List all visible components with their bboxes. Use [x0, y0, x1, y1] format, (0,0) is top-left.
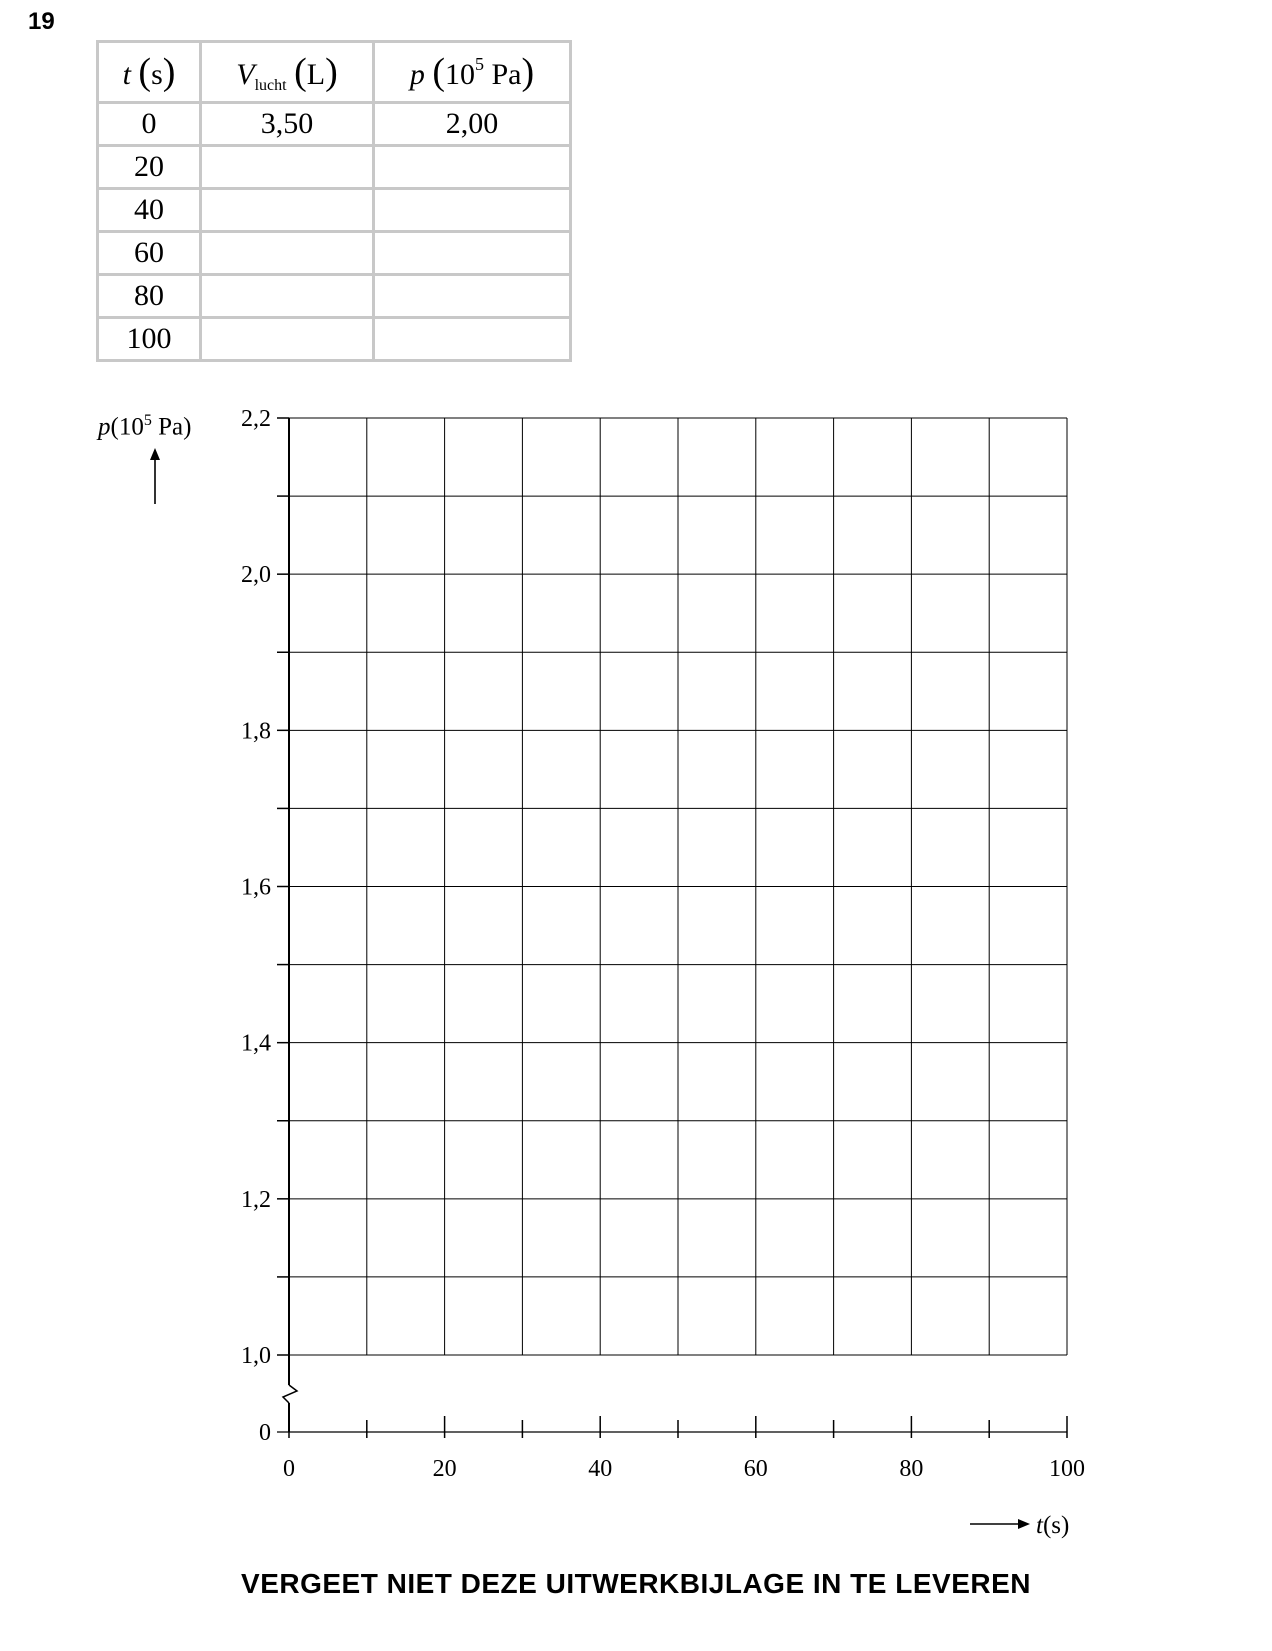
cell-time: 60: [98, 232, 201, 275]
header-pressure-base: 10: [445, 58, 475, 91]
y-tick-label: 1,4: [241, 1030, 271, 1057]
cell-time: 80: [98, 275, 201, 318]
header-time: t (s): [98, 42, 201, 103]
footer-notice: VERGEET NIET DEZE UITWERKBIJLAGE IN TE LEVEREN: [241, 1568, 1031, 1599]
x-tick-label: 0: [283, 1456, 295, 1482]
axis-break-icon: [283, 1385, 297, 1403]
cell-time: 40: [98, 189, 201, 232]
y-axis-arrowhead-icon: [150, 448, 160, 460]
x-tick-label: 40: [588, 1456, 613, 1482]
x-axis-var: t: [1036, 1512, 1043, 1539]
x-tick-label: 60: [743, 1456, 768, 1482]
axis-arrows: [150, 448, 1030, 1529]
y-axis-unit-exp: 5: [143, 412, 152, 429]
header-time-unit: s: [151, 58, 163, 91]
header-volume-var: V: [236, 57, 255, 91]
y-tick-label: 1,0: [241, 1343, 271, 1369]
y-tick-label: 1,2: [241, 1186, 271, 1213]
header-time-var: t: [122, 58, 131, 91]
header-pressure: p ($10^5$ Pa): [374, 42, 571, 103]
x-axis-arrowhead-icon: [1018, 1519, 1030, 1529]
x-tick-label: 20: [432, 1456, 457, 1482]
grid-lines: [289, 418, 1067, 1355]
x-axis-unit: (s): [1042, 1512, 1070, 1539]
header-pressure-exp: 5: [475, 54, 484, 74]
y-axis-unit-rest: Pa): [151, 413, 192, 441]
y-tick-label: 2,0: [241, 562, 271, 589]
y-tick-label: 1,6: [241, 874, 271, 901]
header-pressure-unit: Pa: [491, 58, 522, 91]
axes: [277, 418, 1067, 1438]
header-volume-unit: L: [306, 57, 326, 91]
header-volume-sub: lucht: [254, 76, 287, 94]
x-tick-label: 80: [899, 1456, 924, 1482]
cell-pressure[interactable]: 2,00: [374, 103, 571, 146]
question-number: 19: [28, 8, 55, 35]
y-axis-unit-base: (10: [110, 413, 144, 441]
y-tick-label: 1,8: [241, 718, 271, 745]
y-tick-label: 2,2: [241, 406, 271, 432]
cell-time: 20: [98, 146, 201, 189]
header-volume: $V_{lucht}$ (L): [201, 42, 374, 103]
y-tick-label: 0: [259, 1420, 271, 1446]
tick-labels: [241, 406, 1085, 1482]
cell-time: 0: [98, 103, 201, 146]
x-tick-label: 100: [1049, 1456, 1085, 1482]
y-axis-var: p: [98, 413, 111, 441]
cell-volume[interactable]: 3,50: [201, 103, 374, 146]
header-pressure-var: p: [409, 58, 425, 91]
cell-time: 100: [98, 318, 201, 361]
